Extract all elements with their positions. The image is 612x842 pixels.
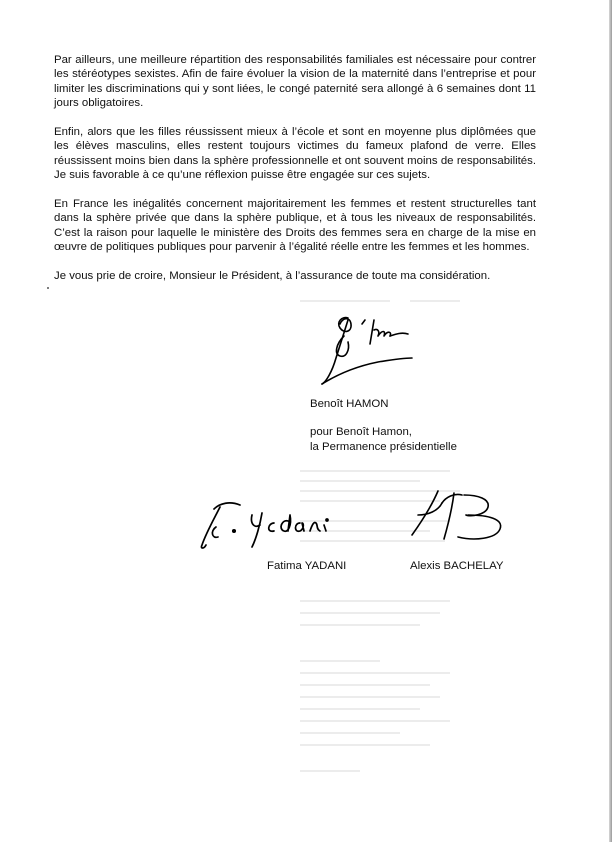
hamon-name: Benoît HAMON: [310, 398, 389, 410]
yadani-name: Fatima YADANI: [267, 560, 347, 572]
paragraph-structural-inequalities: En France les inégalités concernent majoritairement les femmes et restent structurelles tant dans la sphère privée que dans la sphère publique, et à tous les niveaux de responsabilités. C’est la raison pour laquelle le ministère des Droits des femmes sera en charge de la mise en œuvre de politiques publiques pour parvenir à l’égalité réelle entre les femmes et les hommes.: [54, 197, 536, 254]
hamon-signature: [318, 310, 428, 390]
closing-formula: Je vous prie de croire, Monsieur le Président, à l’assurance de toute ma considération.: [54, 269, 491, 282]
paragraph-glass-ceiling: Enfin, alors que les filles réussissent mieux à l’école et sont en moyenne plus diplômées que les élèves masculins, elles restent toujours victimes du fameux plafond de verre. Elles réussissent moins bien dans la sphère professionnelle et ont souvent moins de responsabilités. Je suis favorable à ce qu’une réflexion puisse être engagée sur ces sujets.: [54, 125, 536, 182]
behalf-block: [310, 425, 457, 454]
letter-body: [54, 53, 536, 297]
bachelay-name: Alexis BACHELAY: [410, 560, 504, 572]
bachelay-signature: [408, 485, 528, 555]
yadani-signature: [196, 495, 346, 555]
ink-speck: [47, 287, 49, 289]
behalf-line-2: la Permanence présidentielle: [310, 440, 457, 453]
paragraph-family-responsibilities: Par ailleurs, une meilleure répartition des responsabilités familiales est nécessaire pour contrer les stéréotypes sexistes. Afin de faire évoluer la vision de la maternité dans l’entreprise et pour limiter les discriminations qui y sont liées, le congé paternité sera allongé à 6 semaines dont 11 jours obligatoires.: [54, 54, 536, 110]
behalf-line-1: pour Benoît Hamon,: [310, 426, 412, 438]
